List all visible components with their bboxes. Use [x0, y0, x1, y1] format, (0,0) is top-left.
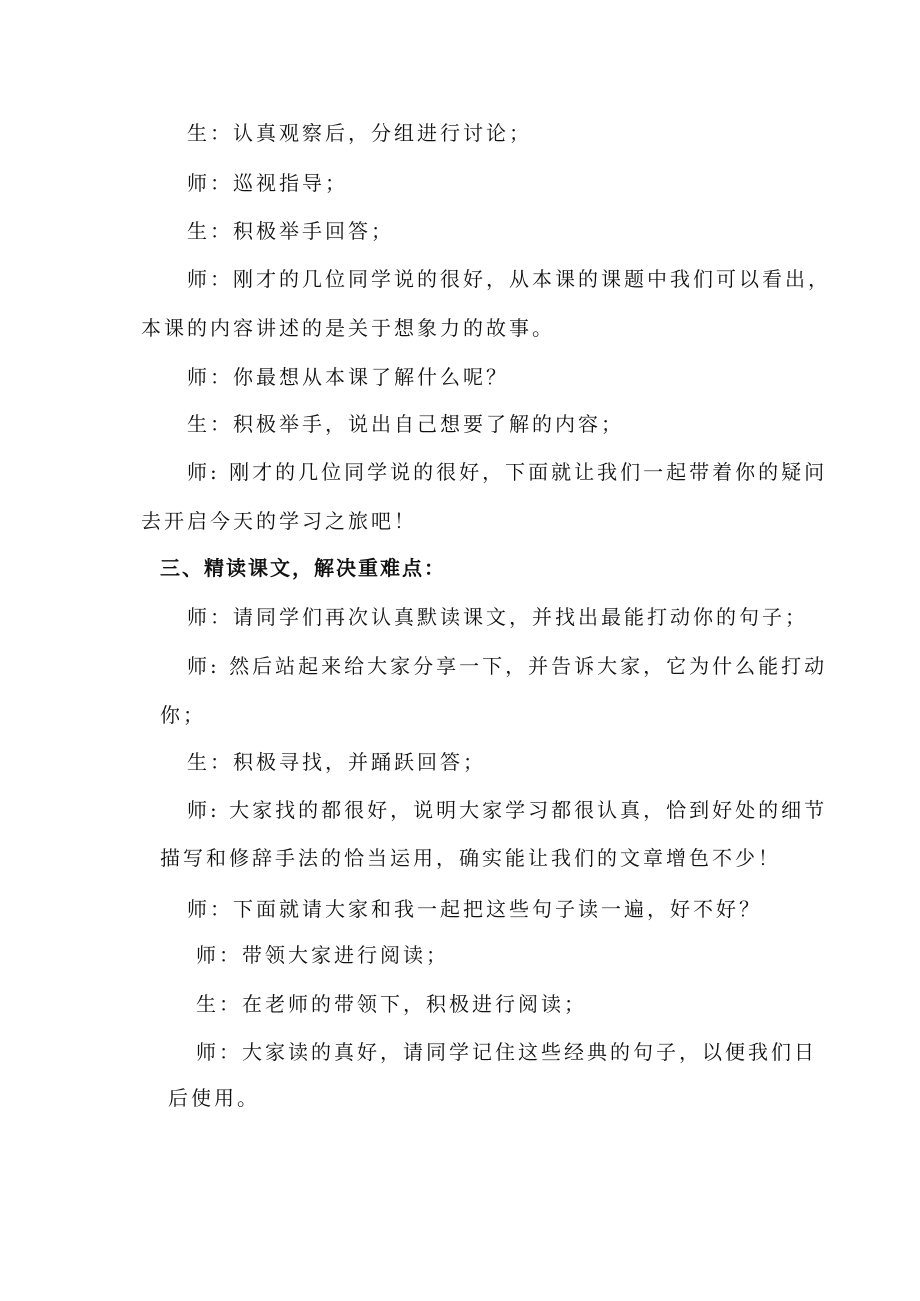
dialogue-line: 生：积极举手回答； — [187, 219, 394, 243]
dialogue-line: 师：大家读的真好，请同学记住这些经典的句子，以便我们日 — [196, 1040, 817, 1064]
dialogue-line: 师：刚才的几位同学说的很好，从本课的课题中我们可以看出， — [187, 267, 831, 291]
dialogue-line: 师：带领大家进行阅读； — [196, 943, 449, 967]
dialogue-line-continuation: 去开启今天的学习之旅吧！ — [141, 509, 417, 533]
dialogue-line: 师：下面就请大家和我一起把这些句子读一遍，好不好？ — [187, 897, 762, 921]
dialogue-line-continuation: 后使用。 — [168, 1086, 260, 1110]
dialogue-line: 师：巡视指导； — [187, 171, 348, 195]
dialogue-line: 师: 大家找的都很好，说明大家学习都很认真，恰到好处的细节 — [187, 798, 828, 822]
dialogue-line: 生：在老师的带领下，积极进行阅读； — [196, 992, 587, 1016]
dialogue-line: 生：积极举手，说出自己想要了解的内容； — [187, 412, 624, 436]
dialogue-line: 师: 刚才的几位同学说的很好，下面就让我们一起带着你的疑问 — [187, 460, 828, 484]
dialogue-line: 师：你最想从本课了解什么呢？ — [187, 365, 509, 389]
dialogue-line: 师：请同学们再次认真默读课文，并找出最能打动你的句子； — [187, 605, 808, 629]
dialogue-line: 师: 然后站起来给大家分享一下，并告诉大家，它为什么能打动 — [187, 654, 828, 678]
dialogue-line-continuation: 描写和修辞手法的恰当运用，确实能让我们的文章增色不少！ — [160, 846, 781, 870]
dialogue-line: 生：积极寻找，并踊跃回答； — [187, 750, 486, 774]
dialogue-line: 生：认真观察后，分组进行讨论； — [187, 121, 532, 145]
section-heading: 三、精读课文，解决重难点： — [160, 556, 446, 580]
dialogue-line-continuation: 本课的内容讲述的是关于想象力的故事。 — [141, 316, 555, 340]
dialogue-line-continuation: 你； — [160, 703, 206, 727]
